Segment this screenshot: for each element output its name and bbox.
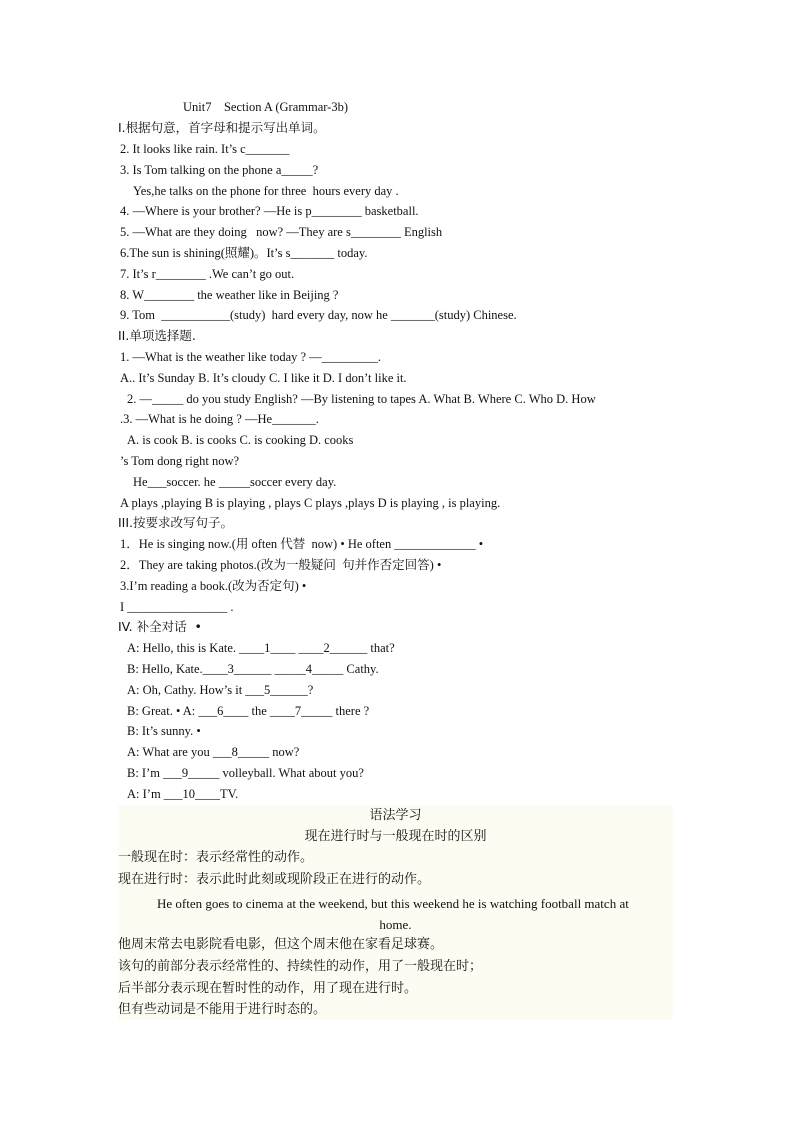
part1-line: Yes,he talks on the phone for three hours every day . [133, 184, 399, 198]
grammar-note: 该句的前部分表示经常性的、持续性的动作，用了一般现在时； [118, 959, 483, 974]
part1-line: 5. —What are they doing now? —They are s________ English [120, 225, 443, 239]
part2-line: A plays ,playing B is playing , plays C plays ,plays D is playing , is playing. [120, 496, 501, 510]
part2-line: ’s Tom dong right now? [120, 454, 240, 468]
part3-heading: III.按要求改写句子。 [118, 515, 234, 530]
dialogue-line: A: Hello, this is Kate. ____1____ ____2______ that? [127, 641, 395, 655]
part2-heading: II.单项选择题. [118, 328, 196, 343]
part2-line: .3. —What is he doing ? —He_______. [120, 412, 319, 426]
part3-line: 2．They are taking photos.(改为一般疑问 句并作否定回答) • [120, 558, 442, 572]
part1-line: 3. Is Tom talking on the phone a_____? [120, 163, 319, 177]
example-sentence: He often goes to cinema at the weekend, but this weekend he is watching football match at [157, 896, 629, 911]
part2-line: 2. —_____ do you study English? —By listening to tapes A. What B. Where C. Who D. How [127, 392, 596, 406]
part2-line: He___soccer. he _____soccer every day. [133, 475, 337, 489]
part1-line: 4. —Where is your brother? —He is p________ basketball. [120, 204, 419, 218]
dialogue-line: B: It’s sunny. • [127, 724, 201, 738]
dialogue-line: A: I’m ___10____TV. [127, 787, 239, 801]
dialogue-line: B: I’m ___9_____ volleyball. What about you? [127, 766, 364, 780]
dialogue-line: B: Great. • A: ___6____ the ____7_____ there ? [127, 704, 370, 718]
part1-line: 9. Tom ___________(study) hard every day, now he _______(study) Chinese. [120, 308, 517, 322]
grammar-note: 后半部分表示现在暂时性的动作，用了现在进行时。 [118, 981, 418, 996]
part3-line: 3.I’m reading a book.(改为否定句) • [120, 579, 307, 593]
part1-line: 8. W________ the weather like in Beijing ? [120, 288, 339, 302]
part3-line: 1．He is singing now.(用 often 代替 now) • He often _____________ • [120, 537, 484, 551]
part2-line: A. is cook B. is cooks C. is cooking D. cooks [127, 433, 354, 447]
grammar-subtitle: 现在进行时与一般现在时的区别 [304, 829, 487, 844]
page-title: Unit7 Section A (Grammar-3b) [183, 100, 348, 114]
part1-line: 2. It looks like rain. It’s c_______ [120, 142, 290, 156]
dialogue-line: A: What are you ___8_____ now? [127, 745, 300, 759]
part4-heading: IV. 补全对话 • [118, 619, 202, 634]
grammar-note: 但有些动词是不能用于进行时态的。 [118, 1002, 327, 1017]
grammar-line: 一般现在时：表示经常性的动作。 [118, 850, 314, 865]
part2-line: 1. —What is the weather like today ? —_________. [120, 350, 382, 364]
part1-line: 6.The sun is shining(照耀)。It’s s_______ today. [120, 246, 368, 260]
grammar-note: 他周末常去电影院看电影，但这个周末他在家看足球赛。 [118, 937, 444, 952]
part3-line: I ________________ . [120, 600, 234, 614]
dialogue-line: B: Hello, Kate.____3______ _____4_____ Cathy. [127, 662, 379, 676]
dialogue-line: A: Oh, Cathy. How’s it ___5______? [127, 683, 314, 697]
part2-line: A.. It’s Sunday B. It’s cloudy C. I like it D. I don’t like it. [120, 371, 407, 385]
example-sentence-cont: home. [379, 917, 412, 932]
part1-line: 7. It’s r________ .We can’t go out. [120, 267, 295, 281]
part1-heading: I.根据句意，首字母和提示写出单词。 [118, 120, 326, 135]
grammar-line: 现在进行时：表示此时此刻或现阶段正在进行的动作。 [118, 872, 431, 887]
grammar-title: 语法学习 [369, 808, 422, 823]
